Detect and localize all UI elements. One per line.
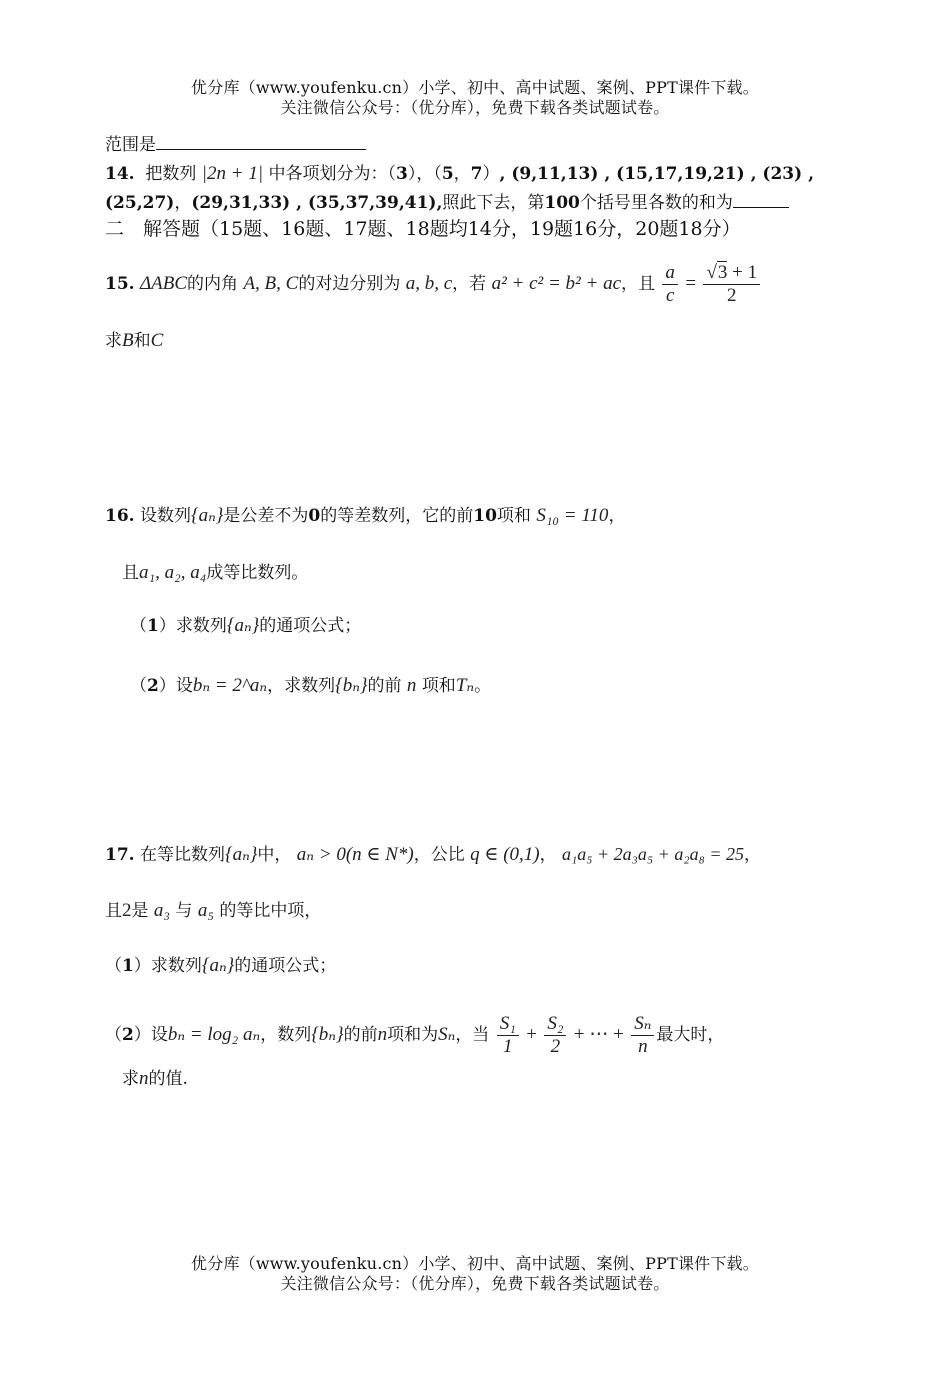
q16-text: 设数列 bbox=[139, 506, 191, 526]
q16-text: ）求数列 bbox=[158, 616, 227, 636]
q17-number: 2 bbox=[122, 900, 132, 921]
q15-sides: a, b, c bbox=[405, 273, 453, 294]
q17-line-2 bbox=[105, 900, 321, 922]
fraction-numerator: a bbox=[662, 262, 678, 285]
q17-text: 中， bbox=[257, 845, 292, 865]
q15-triangle: ΔABC bbox=[139, 273, 188, 294]
q16-line-2 bbox=[122, 562, 308, 584]
footer-line-1: 优分库（www.youfenku.cn）小学、初中、高中试题、案例、PPT课件下载。 bbox=[191, 1254, 759, 1273]
sqrt-icon: √ bbox=[706, 262, 717, 283]
q15-fraction-ac bbox=[662, 262, 678, 307]
q17-part-2 bbox=[105, 1012, 724, 1058]
q16-sequence: {aₙ} bbox=[226, 615, 260, 636]
part-number: 1 bbox=[147, 616, 159, 636]
q14-line-2 bbox=[105, 192, 789, 214]
question-number: 17. bbox=[105, 845, 135, 865]
q14-text: 中各项划分为：（ bbox=[268, 164, 396, 184]
q16-text: 的通项公式； bbox=[259, 616, 362, 636]
q17-text: 的值. bbox=[148, 1069, 188, 1089]
q17-text: 的前 bbox=[343, 1025, 378, 1045]
q17-text: ， bbox=[539, 845, 557, 865]
q17-condition: aₙ > 0(n ∈ N*) bbox=[296, 844, 414, 865]
q17-text: ）设 bbox=[133, 1025, 168, 1045]
q16-text: 成等比数列。 bbox=[206, 563, 309, 583]
q17-text: 与 bbox=[175, 901, 193, 921]
q14-group: 5 bbox=[441, 164, 454, 184]
part-number: 2 bbox=[147, 676, 159, 696]
q17-line-4 bbox=[122, 1068, 188, 1090]
q17-fraction-1 bbox=[497, 1013, 519, 1058]
q17-condition: a₁a₅ + 2a₃a₅ + a₂a₈ = 25 bbox=[562, 844, 744, 864]
q16-var: Tₙ bbox=[455, 675, 475, 696]
q16-text: （ bbox=[130, 676, 147, 696]
q15-text: 求 bbox=[105, 331, 122, 351]
q14-groups: , (9,11,13) , (15,17,19,21) , (23) , bbox=[499, 164, 814, 184]
q16-text: ）设 bbox=[158, 676, 193, 696]
q15-ask bbox=[105, 330, 163, 352]
q17-line-1 bbox=[105, 843, 761, 866]
q15-text: 的对边分别为 bbox=[298, 274, 401, 294]
q13-tail bbox=[105, 134, 366, 156]
fraction-denominator: c bbox=[665, 285, 675, 306]
q17-text: ，当 bbox=[455, 1025, 490, 1045]
q17-text: 项和为 bbox=[387, 1025, 439, 1045]
q17-fraction-2 bbox=[544, 1013, 566, 1058]
fraction-denominator: 1 bbox=[503, 1036, 513, 1057]
q16-text: 是公差不为 bbox=[223, 506, 309, 526]
q17-text: 的通项公式； bbox=[234, 956, 337, 976]
q17-var: Sₙ bbox=[438, 1024, 456, 1045]
ellipsis-sum: + ⋯ + bbox=[573, 1024, 624, 1045]
q15-fraction-rhs bbox=[703, 262, 760, 307]
q17-text: （ bbox=[105, 1025, 122, 1045]
q16-number: 10 bbox=[473, 506, 497, 526]
fraction-numerator: Sₙ bbox=[631, 1013, 654, 1036]
q16-text: 。 bbox=[474, 676, 492, 696]
q16-sequence: {aₙ} bbox=[190, 505, 224, 526]
footer-line-2: 关注微信公众号：（优分库），免费下载各类试题试卷。 bbox=[280, 1274, 670, 1293]
q14-text: 个括号里各数的和为 bbox=[579, 193, 733, 213]
q14-expression: |2n + 1| bbox=[201, 163, 264, 184]
q15-text: ，若 bbox=[452, 274, 487, 294]
q16-text: ，求数列 bbox=[267, 676, 336, 696]
q17-text: （ bbox=[105, 956, 122, 976]
q16-sum: S₁₀ = 110 bbox=[536, 505, 609, 526]
q15-text: 的内角 bbox=[187, 274, 239, 294]
q15-line-1 bbox=[105, 262, 762, 307]
q17-var: n bbox=[139, 1068, 149, 1089]
q16-text: （ bbox=[130, 616, 147, 636]
q16-text: 项和 bbox=[496, 506, 531, 526]
q14-group: (25,27) bbox=[105, 193, 175, 213]
q16-line-1 bbox=[105, 505, 625, 527]
q17-fraction-n bbox=[631, 1013, 654, 1058]
q16-var: n bbox=[406, 675, 417, 696]
q13-tail-text: 范围是 bbox=[105, 135, 156, 155]
q17-text: 最大时， bbox=[656, 1025, 725, 1045]
q17-sequence: {aₙ} bbox=[201, 955, 235, 976]
q14-text: ， bbox=[174, 193, 192, 213]
q17-text: 的等比中项， bbox=[219, 901, 322, 921]
q17-text: 在等比数列 bbox=[139, 845, 225, 865]
answer-blank bbox=[733, 207, 789, 208]
q17-text: 是 bbox=[131, 901, 149, 921]
q16-terms: a₁, a₂, a₄ bbox=[139, 562, 207, 583]
q14-group: 7 bbox=[470, 164, 483, 184]
q17-var: n bbox=[377, 1024, 388, 1045]
q16-text: 且 bbox=[122, 563, 139, 583]
q15-text: ，且 bbox=[621, 274, 655, 294]
plus-sign: + bbox=[526, 1024, 537, 1045]
q17-text: ，公比 bbox=[413, 845, 465, 865]
q15-var: C bbox=[150, 330, 164, 351]
q16-bn-def: bₙ = 2^aₙ bbox=[192, 675, 268, 696]
numerator-rest: + 1 bbox=[727, 262, 758, 283]
q17-sequence: {aₙ} bbox=[224, 844, 258, 865]
question-number: 15. bbox=[105, 274, 135, 294]
q17-text: 求 bbox=[122, 1069, 139, 1089]
q14-text: ） bbox=[482, 164, 500, 184]
q14-text: ），（ bbox=[407, 164, 442, 184]
question-number: 16. bbox=[105, 506, 135, 526]
q16-text: 的前 bbox=[367, 676, 402, 696]
fraction-denominator: 2 bbox=[727, 285, 737, 306]
q16-sequence-b: {bₙ} bbox=[335, 675, 368, 696]
equals-sign: = bbox=[685, 273, 697, 294]
q14-line-1 bbox=[105, 163, 814, 185]
q14-number: 100 bbox=[544, 193, 580, 213]
answer-blank bbox=[156, 149, 366, 150]
q17-text: 且 bbox=[105, 901, 122, 921]
q16-text: ， bbox=[608, 506, 626, 526]
q14-text: 把数列 bbox=[145, 164, 197, 184]
q16-text: 的等差数列，它的前 bbox=[320, 506, 474, 526]
q16-part-1 bbox=[130, 615, 361, 637]
section-title: 二 解答题（15题、16题、17题、18题均14分，19题16分，20题18分） bbox=[105, 218, 741, 240]
q17-part-1 bbox=[105, 955, 336, 977]
q17-term: a₅ bbox=[197, 900, 214, 921]
fraction-denominator: n bbox=[638, 1036, 648, 1057]
q17-text: ，数列 bbox=[260, 1025, 312, 1045]
radicand: 3 bbox=[717, 262, 728, 283]
fraction-numerator: S₂ bbox=[544, 1013, 566, 1036]
q15-angles: A, B, C bbox=[243, 273, 299, 294]
q14-text: 照此下去，第 bbox=[442, 193, 545, 213]
q15-var: B bbox=[122, 330, 134, 351]
question-number: 14. bbox=[105, 164, 135, 184]
q16-part-2 bbox=[130, 675, 491, 697]
q15-text: 和 bbox=[133, 331, 151, 351]
fraction-numerator bbox=[703, 262, 760, 285]
q17-condition: q ∈ (0,1) bbox=[470, 844, 540, 865]
q15-equation: a² + c² = b² + ac bbox=[491, 273, 621, 294]
q17-text: ， bbox=[744, 845, 761, 865]
q14-groups: (29,31,33) , (35,37,39,41), bbox=[191, 193, 443, 213]
q14-group: 3 bbox=[395, 164, 408, 184]
q17-sequence-b: {bₙ} bbox=[311, 1024, 344, 1045]
fraction-numerator: S₁ bbox=[497, 1013, 519, 1036]
q17-bn-def: bₙ = log₂ aₙ bbox=[167, 1024, 261, 1045]
fraction-denominator: 2 bbox=[550, 1036, 561, 1057]
q16-number: 0 bbox=[308, 506, 321, 526]
q14-text: ， bbox=[453, 164, 471, 184]
header-line-1: 优分库（www.youfenku.cn）小学、初中、高中试题、案例、PPT课件下载。 bbox=[191, 78, 759, 97]
part-number: 1 bbox=[122, 956, 134, 976]
q17-text: ）求数列 bbox=[133, 956, 202, 976]
q16-text: 项和 bbox=[421, 676, 456, 696]
header-line-2: 关注微信公众号：（优分库），免费下载各类试题试卷。 bbox=[280, 98, 670, 117]
q17-term: a₃ bbox=[153, 900, 171, 921]
part-number: 2 bbox=[122, 1025, 134, 1045]
